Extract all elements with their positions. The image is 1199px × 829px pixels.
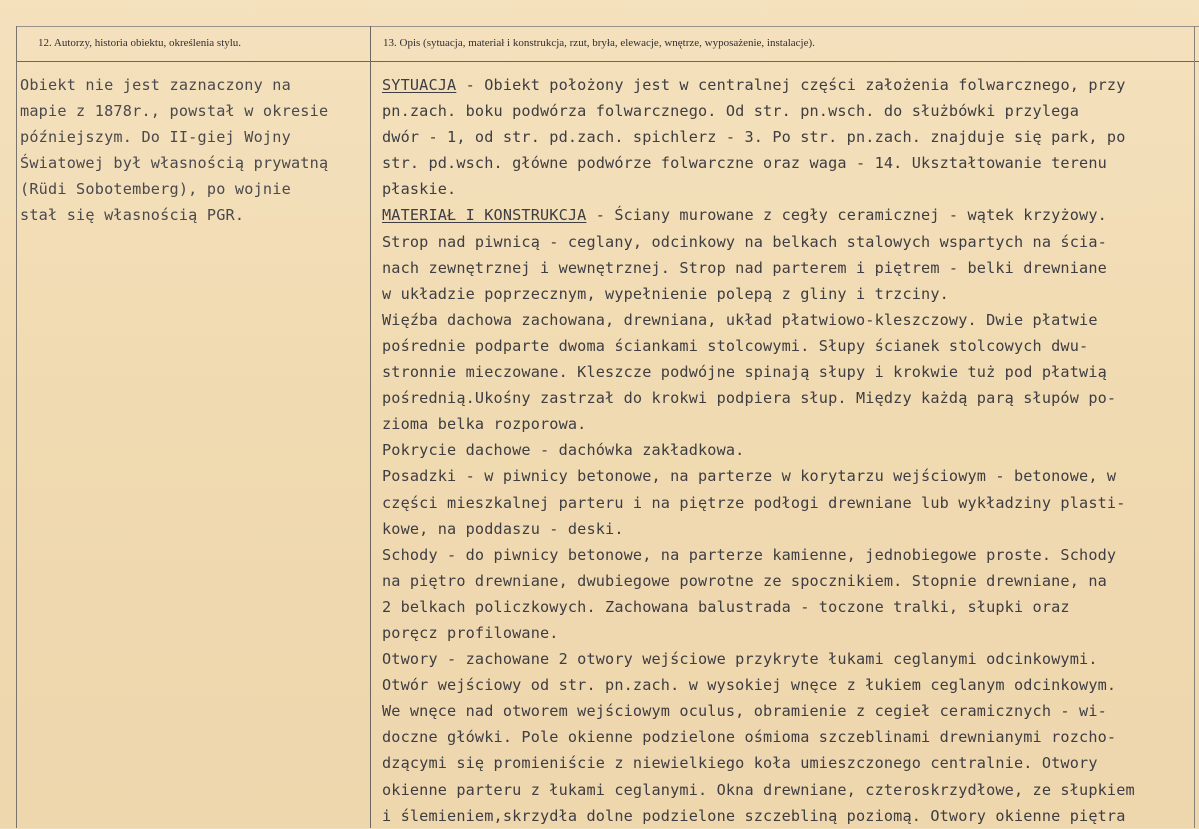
description-line: Posadzki - w piwnicy betonowe, na parterze w korytarzu wejściowym - betonowe, w (382, 467, 1117, 486)
description-line: We wnęce nad otworem wejściowym oculus, obramienie z cegieł ceramicznych - wi- (382, 702, 1107, 721)
description-line: płaskie. (382, 180, 457, 199)
description-line: nach zewnętrznej i wewnętrznej. Strop nad parterem i piętrem - belki drewniane (382, 258, 1107, 277)
description-line: Strop nad piwnicą - ceglany, odcinkowy na belkach stalowych wspartych na ścia- (382, 232, 1107, 251)
description-text-block (382, 72, 1197, 829)
description-line: Więźba dachowa zachowana, drewniana, układ płatwiowo-kleszczowy. Dwie płatwie (382, 310, 1098, 329)
description-line: 2 belkach policzkowych. Zachowana balustrada - toczone tralki, słupki oraz (382, 597, 1070, 616)
description-line: dzącymi się promieniście z niewielkiego koła umieszczonego centralnie. Otwory (382, 754, 1098, 773)
description-line: poręcz profilowane. (382, 623, 559, 642)
description-line: pośrednią.Ukośny zastrzał do krokwi podpiera słup. Między każdą parą słupów po- (382, 389, 1117, 408)
frame-top-edge (16, 26, 1199, 27)
history-line: Światowej był własnością prywatną (20, 154, 329, 172)
section-13-heading: 13. Opis (sytuacja, materiał i konstrukcja, rzut, bryła, elewacje, wnętrze, wyposażenie, instalacje). (383, 37, 815, 49)
history-text-block (20, 72, 365, 228)
description-line: pośrednie podparte dwoma ściankami stolcowymi. Słupy ścianek stolcowych dwu- (382, 336, 1089, 355)
material-heading: MATERIAŁ I KONSTRUKCJA (382, 206, 587, 225)
description-line: str. pd.wsch. główne podwórze folwarczne oraz waga - 14. Ukształtowanie terenu (382, 154, 1107, 173)
description-line: doczne główki. Pole okienne podzielone ośmioma szczeblinami drewnianymi rozcho- (382, 728, 1117, 747)
history-line: stał się własnością PGR. (20, 206, 245, 224)
history-line: (Rüdi Sobotemberg), po wojnie (20, 180, 291, 198)
material-paragraph-start (382, 202, 1197, 228)
description-line: zioma belka rozporowa. (382, 415, 587, 434)
description-line: dwór - 1, od str. pd.zach. spichlerz - 3. Po str. pn.zach. znajduje się park, po (382, 128, 1126, 147)
column-divider (370, 26, 371, 828)
description-line: okienne parteru z łukami ceglanymi. Okna drewniane, czteroskrzydłowe, ze słupkiem (382, 780, 1135, 799)
description-line: stronnie mieczowane. Kleszcze podwójne spinają słupy i krokwie tuż pod płatwią (382, 363, 1107, 382)
description-line: w układzie poprzecznym, wypełnienie polepą z gliny i trzciny. (382, 284, 949, 303)
description-line: Otwór wejściowy od str. pn.zach. w wysokiej wnęce z łukiem ceglanym odcinkowym. (382, 676, 1117, 695)
history-line: Obiekt nie jest zaznaczony na (20, 76, 291, 94)
history-line: późniejszym. Do II-giej Wojny (20, 128, 291, 146)
description-line: części mieszkalnej parteru i na piętrze podłogi drewniane lub wykładziny plasti- (382, 493, 1126, 512)
description-line: Schody - do piwnicy betonowe, na parterze kamienne, jednobiegowe proste. Schody (382, 545, 1117, 564)
description-line: - Ściany murowane z cegły ceramicznej - wątek krzyżowy. (586, 206, 1107, 225)
description-line: na piętro drewniane, dwubiegowe powrotne ze spocznikiem. Stopnie drewniane, na (382, 571, 1107, 590)
description-line: pn.zach. boku podwórza folwarcznego. Od str. pn.wsch. do służbówki przylega (382, 102, 1080, 121)
header-divider (16, 61, 1199, 62)
description-line: - Obiekt położony jest w centralnej części założenia folwarcznego, przy (456, 76, 1126, 94)
description-line: i ślemieniem,skrzydła dolne podzielone szczebliną poziomą. Otwory okienne piętra (382, 806, 1126, 825)
description-line: Otwory - zachowane 2 otwory wejściowe przykryte łukami ceglanymi odcinkowymi. (382, 650, 1098, 669)
description-line: Pokrycie dachowe - dachówka zakładkowa. (382, 441, 745, 460)
sytuacja-heading: SYTUACJA (382, 76, 457, 94)
description-line: kowe, na poddaszu - deski. (382, 519, 624, 538)
sytuacja-paragraph-start (382, 72, 1197, 98)
left-border (16, 26, 17, 828)
history-line: mapie z 1878r., powstał w okresie (20, 102, 329, 120)
section-12-heading: 12. Autorzy, historia obiektu, określenia stylu. (38, 37, 242, 49)
